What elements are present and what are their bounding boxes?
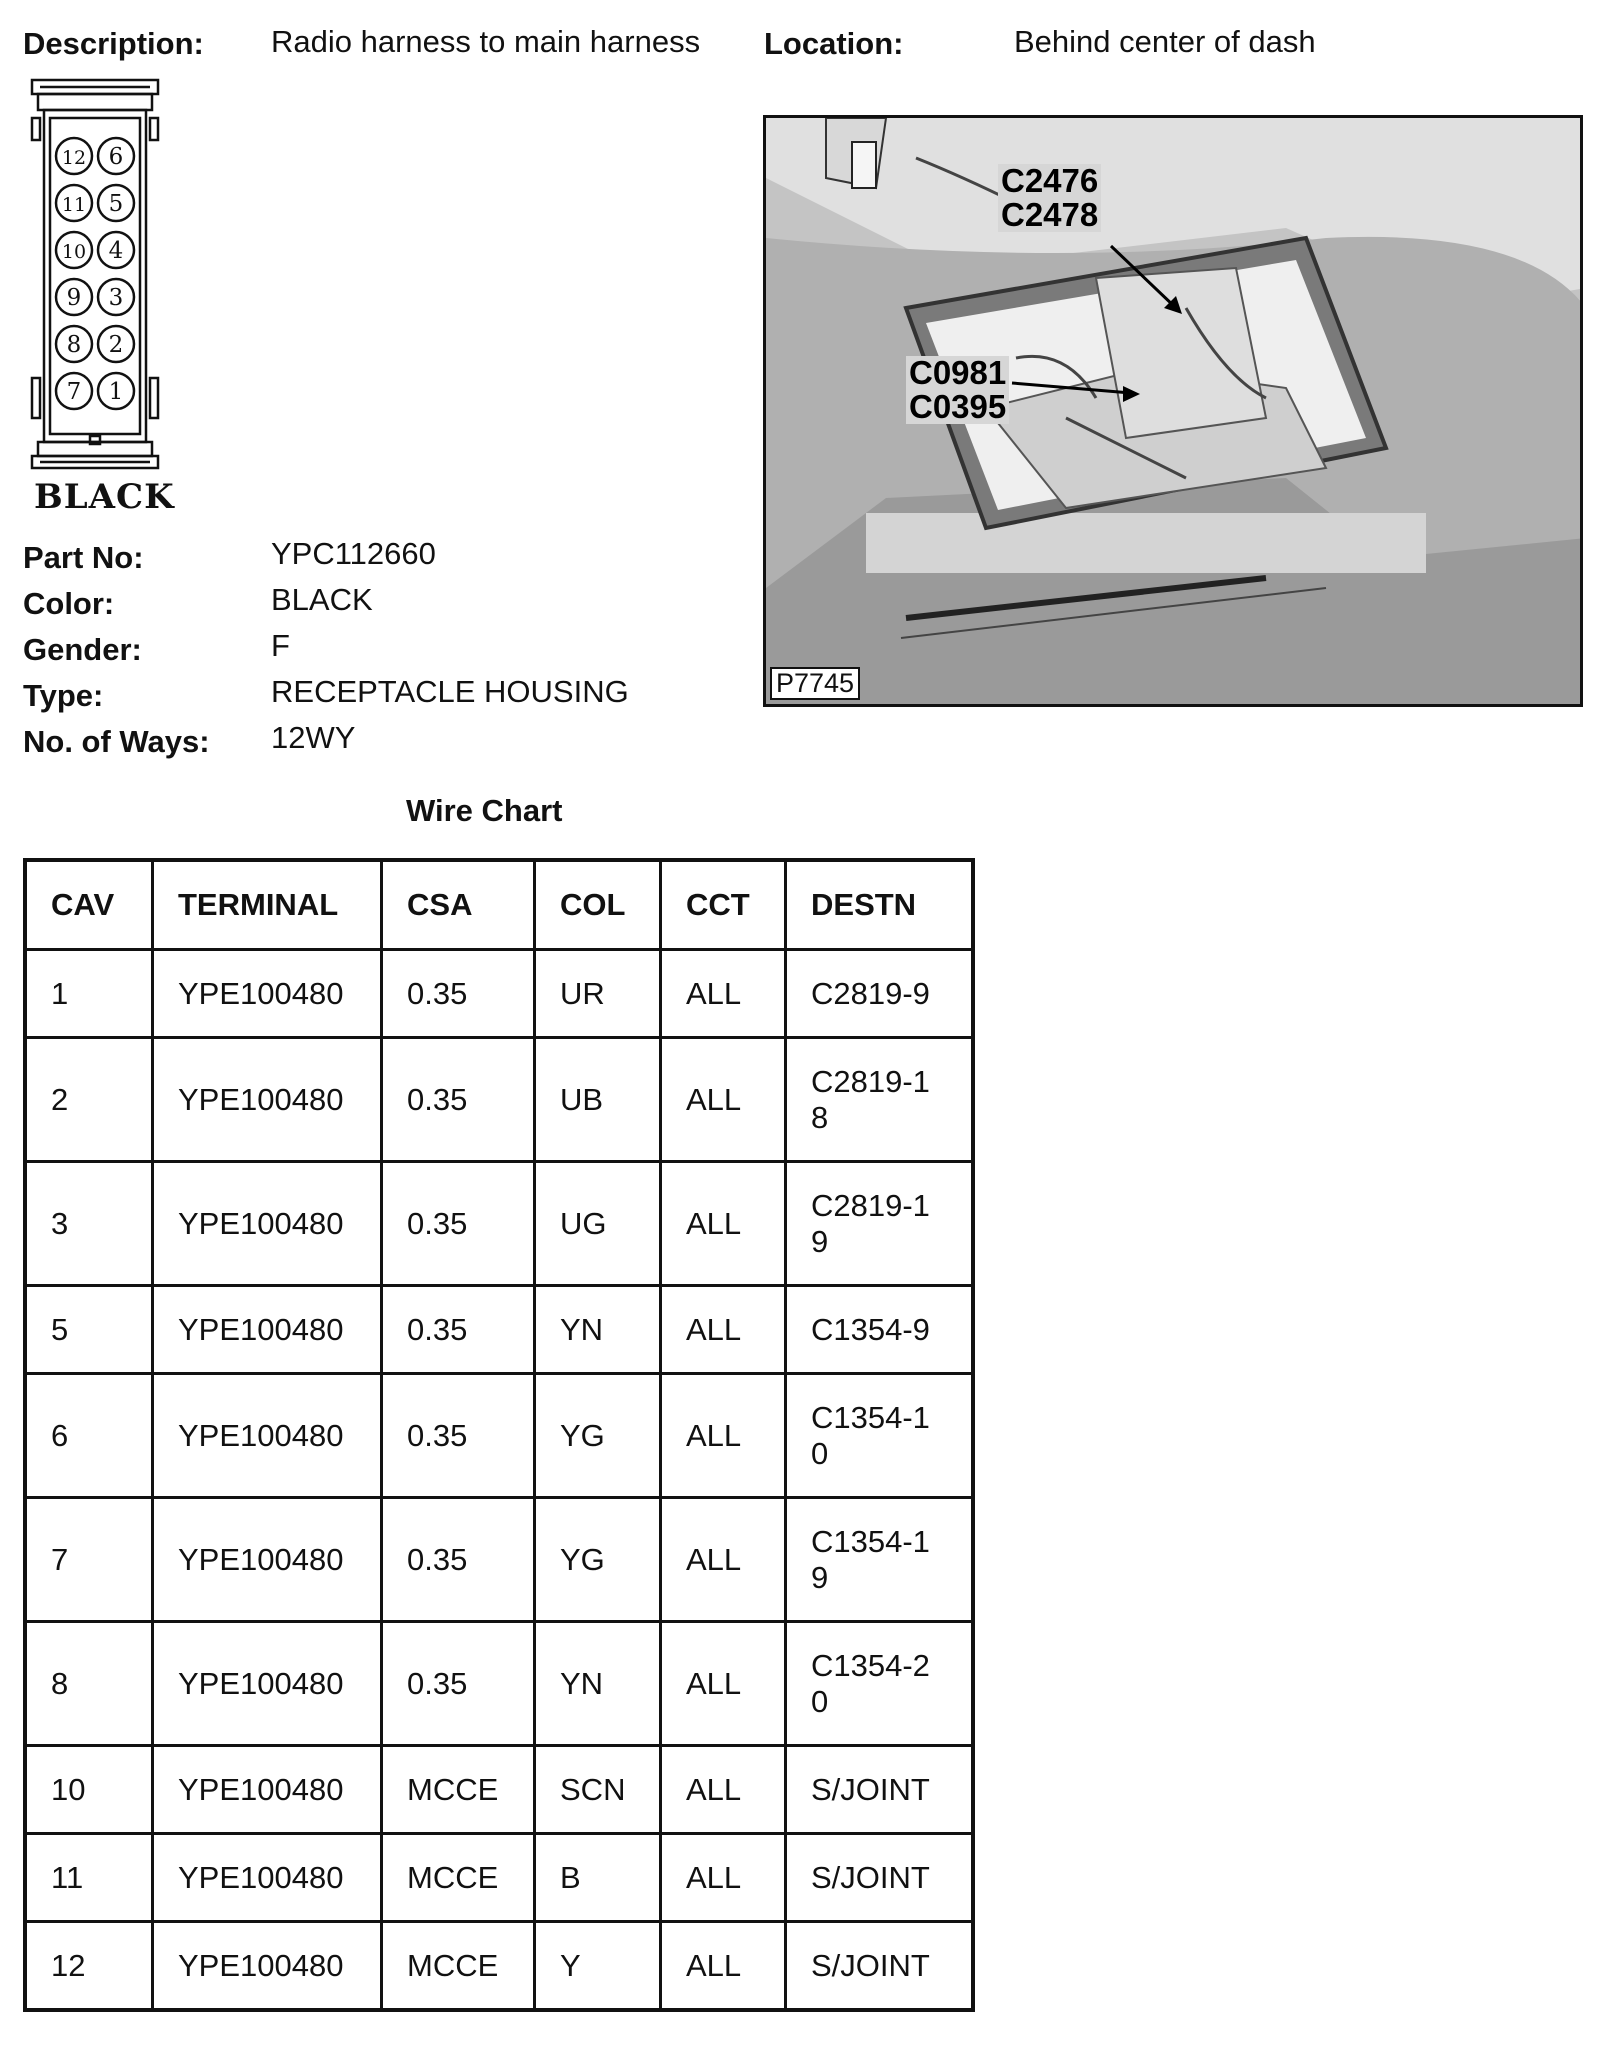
cell-destn <box>786 1922 974 2011</box>
table-row <box>25 1286 973 1374</box>
pin-11-label: 11 <box>61 194 87 216</box>
pin-5-label: 5 <box>108 191 124 217</box>
pin-2-label: 2 <box>108 332 124 358</box>
destn-text: C2819-9 <box>811 975 930 1011</box>
col-header-terminal: TERMINAL <box>153 860 382 950</box>
cell-terminal: YPE100480 <box>153 1746 382 1834</box>
color-value: BLACK <box>271 582 373 617</box>
cell-cct: ALL <box>661 1622 786 1746</box>
callout-upper-line2: C2478 <box>1001 196 1099 233</box>
cell-col: UB <box>535 1038 661 1162</box>
cell-col: YG <box>535 1498 661 1622</box>
gender-label: Gender: <box>23 632 142 667</box>
cell-csa: 0.35 <box>382 1498 535 1622</box>
cell-cct: ALL <box>661 1498 786 1622</box>
table-row <box>25 1622 973 1746</box>
destn-text: S/JOINT <box>811 1859 930 1895</box>
cell-col: Y <box>535 1922 661 2011</box>
cell-cct: ALL <box>661 1922 786 2011</box>
type-value: RECEPTACLE HOUSING <box>271 674 629 709</box>
pin-1-label: 1 <box>108 379 124 405</box>
table-row <box>25 1834 973 1922</box>
cell-cav: 11 <box>25 1834 153 1922</box>
cell-csa: 0.35 <box>382 1038 535 1162</box>
table-row <box>25 1922 973 2011</box>
cell-destn <box>786 1286 974 1374</box>
connector-pin-rows <box>56 138 134 409</box>
col-header-cav: CAV <box>25 860 153 950</box>
cell-csa: 0.35 <box>382 1374 535 1498</box>
cell-cav: 5 <box>25 1286 153 1374</box>
cell-destn <box>786 1498 974 1622</box>
cell-cav: 6 <box>25 1374 153 1498</box>
cell-destn <box>786 1746 974 1834</box>
table-row <box>25 1162 973 1286</box>
pin-4-label: 4 <box>108 238 124 264</box>
cell-terminal: YPE100480 <box>153 1834 382 1922</box>
destn-text: C2819-18 <box>811 1063 930 1135</box>
part-no-value: YPC112660 <box>271 536 436 571</box>
ways-value: 12WY <box>271 720 356 755</box>
cell-cav: 12 <box>25 1922 153 2011</box>
cell-col: SCN <box>535 1746 661 1834</box>
cell-destn <box>786 1038 974 1162</box>
color-label: Color: <box>23 586 115 621</box>
table-row <box>25 950 973 1038</box>
table-header-row <box>25 860 973 950</box>
destn-text: S/JOINT <box>811 1947 930 1983</box>
connector-color-caption: BLACK <box>34 477 175 517</box>
cell-cav: 10 <box>25 1746 153 1834</box>
cell-destn <box>786 1162 974 1286</box>
location-label: Location: <box>764 26 904 61</box>
photo-reference: P7745 <box>770 667 860 700</box>
cell-csa: 0.35 <box>382 1286 535 1374</box>
destn-text: C1354-10 <box>811 1399 930 1471</box>
cell-cav: 3 <box>25 1162 153 1286</box>
description-label: Description: <box>23 26 204 61</box>
pin-12-label: 12 <box>61 147 87 169</box>
location-value: Behind center of dash <box>1014 24 1316 59</box>
callout-upper <box>998 164 1101 232</box>
wire-chart-body <box>25 950 973 2011</box>
dashboard-illustration <box>766 118 1583 707</box>
ways-label: No. of Ways: <box>23 724 210 759</box>
cell-terminal: YPE100480 <box>153 1038 382 1162</box>
table-row <box>25 1498 973 1622</box>
gender-value: F <box>271 628 290 663</box>
cell-col: YN <box>535 1286 661 1374</box>
destn-text: C1354-20 <box>811 1647 930 1719</box>
destn-text: C1354-19 <box>811 1523 930 1595</box>
cell-cav: 2 <box>25 1038 153 1162</box>
callout-middle <box>906 356 1009 424</box>
cell-terminal: YPE100480 <box>153 1162 382 1286</box>
cell-csa: MCCE <box>382 1746 535 1834</box>
cell-terminal: YPE100480 <box>153 1374 382 1498</box>
cell-terminal: YPE100480 <box>153 1498 382 1622</box>
cell-cav: 1 <box>25 950 153 1038</box>
pin-8-label: 8 <box>66 332 82 358</box>
wire-chart-table <box>23 858 975 2012</box>
location-photo <box>763 115 1583 707</box>
col-header-csa: CSA <box>382 860 535 950</box>
table-row <box>25 1374 973 1498</box>
cell-col: UG <box>535 1162 661 1286</box>
cell-cav: 8 <box>25 1622 153 1746</box>
cell-cct: ALL <box>661 1286 786 1374</box>
pin-6-label: 6 <box>108 144 124 170</box>
pin-9-label: 9 <box>66 285 82 311</box>
callout-middle-line2: C0395 <box>909 388 1007 425</box>
pin-7-label: 7 <box>66 379 82 405</box>
cell-cct: ALL <box>661 1374 786 1498</box>
cell-csa: MCCE <box>382 1834 535 1922</box>
col-header-col: COL <box>535 860 661 950</box>
col-header-destn: DESTN <box>786 860 974 950</box>
type-label: Type: <box>23 678 104 713</box>
destn-text: C1354-9 <box>811 1311 930 1347</box>
cell-cav: 7 <box>25 1498 153 1622</box>
cell-col: UR <box>535 950 661 1038</box>
callout-upper-line1: C2476 <box>1001 162 1099 199</box>
cell-col: B <box>535 1834 661 1922</box>
callout-middle-line1: C0981 <box>909 354 1007 391</box>
cell-csa: 0.35 <box>382 1162 535 1286</box>
cell-cct: ALL <box>661 950 786 1038</box>
wire-chart-title: Wire Chart <box>406 793 563 828</box>
cell-terminal: YPE100480 <box>153 950 382 1038</box>
cell-destn <box>786 1834 974 1922</box>
cell-csa: 0.35 <box>382 1622 535 1746</box>
cell-cct: ALL <box>661 1162 786 1286</box>
table-row <box>25 1746 973 1834</box>
description-value: Radio harness to main harness <box>271 24 701 59</box>
destn-text: C2819-19 <box>811 1187 930 1259</box>
cell-csa: 0.35 <box>382 950 535 1038</box>
cell-terminal: YPE100480 <box>153 1922 382 2011</box>
cell-cct: ALL <box>661 1746 786 1834</box>
cell-destn <box>786 1374 974 1498</box>
connector-face-diagram <box>30 78 160 473</box>
cell-cct: ALL <box>661 1038 786 1162</box>
cell-col: YG <box>535 1374 661 1498</box>
table-row <box>25 1038 973 1162</box>
part-no-label: Part No: <box>23 540 144 575</box>
cell-terminal: YPE100480 <box>153 1622 382 1746</box>
col-header-cct: CCT <box>661 860 786 950</box>
pin-3-label: 3 <box>108 285 124 311</box>
cell-cct: ALL <box>661 1834 786 1922</box>
cell-destn <box>786 950 974 1038</box>
cell-terminal: YPE100480 <box>153 1286 382 1374</box>
cell-destn <box>786 1622 974 1746</box>
cell-col: YN <box>535 1622 661 1746</box>
destn-text: S/JOINT <box>811 1771 930 1807</box>
pin-10-label: 10 <box>61 241 87 263</box>
cell-csa: MCCE <box>382 1922 535 2011</box>
